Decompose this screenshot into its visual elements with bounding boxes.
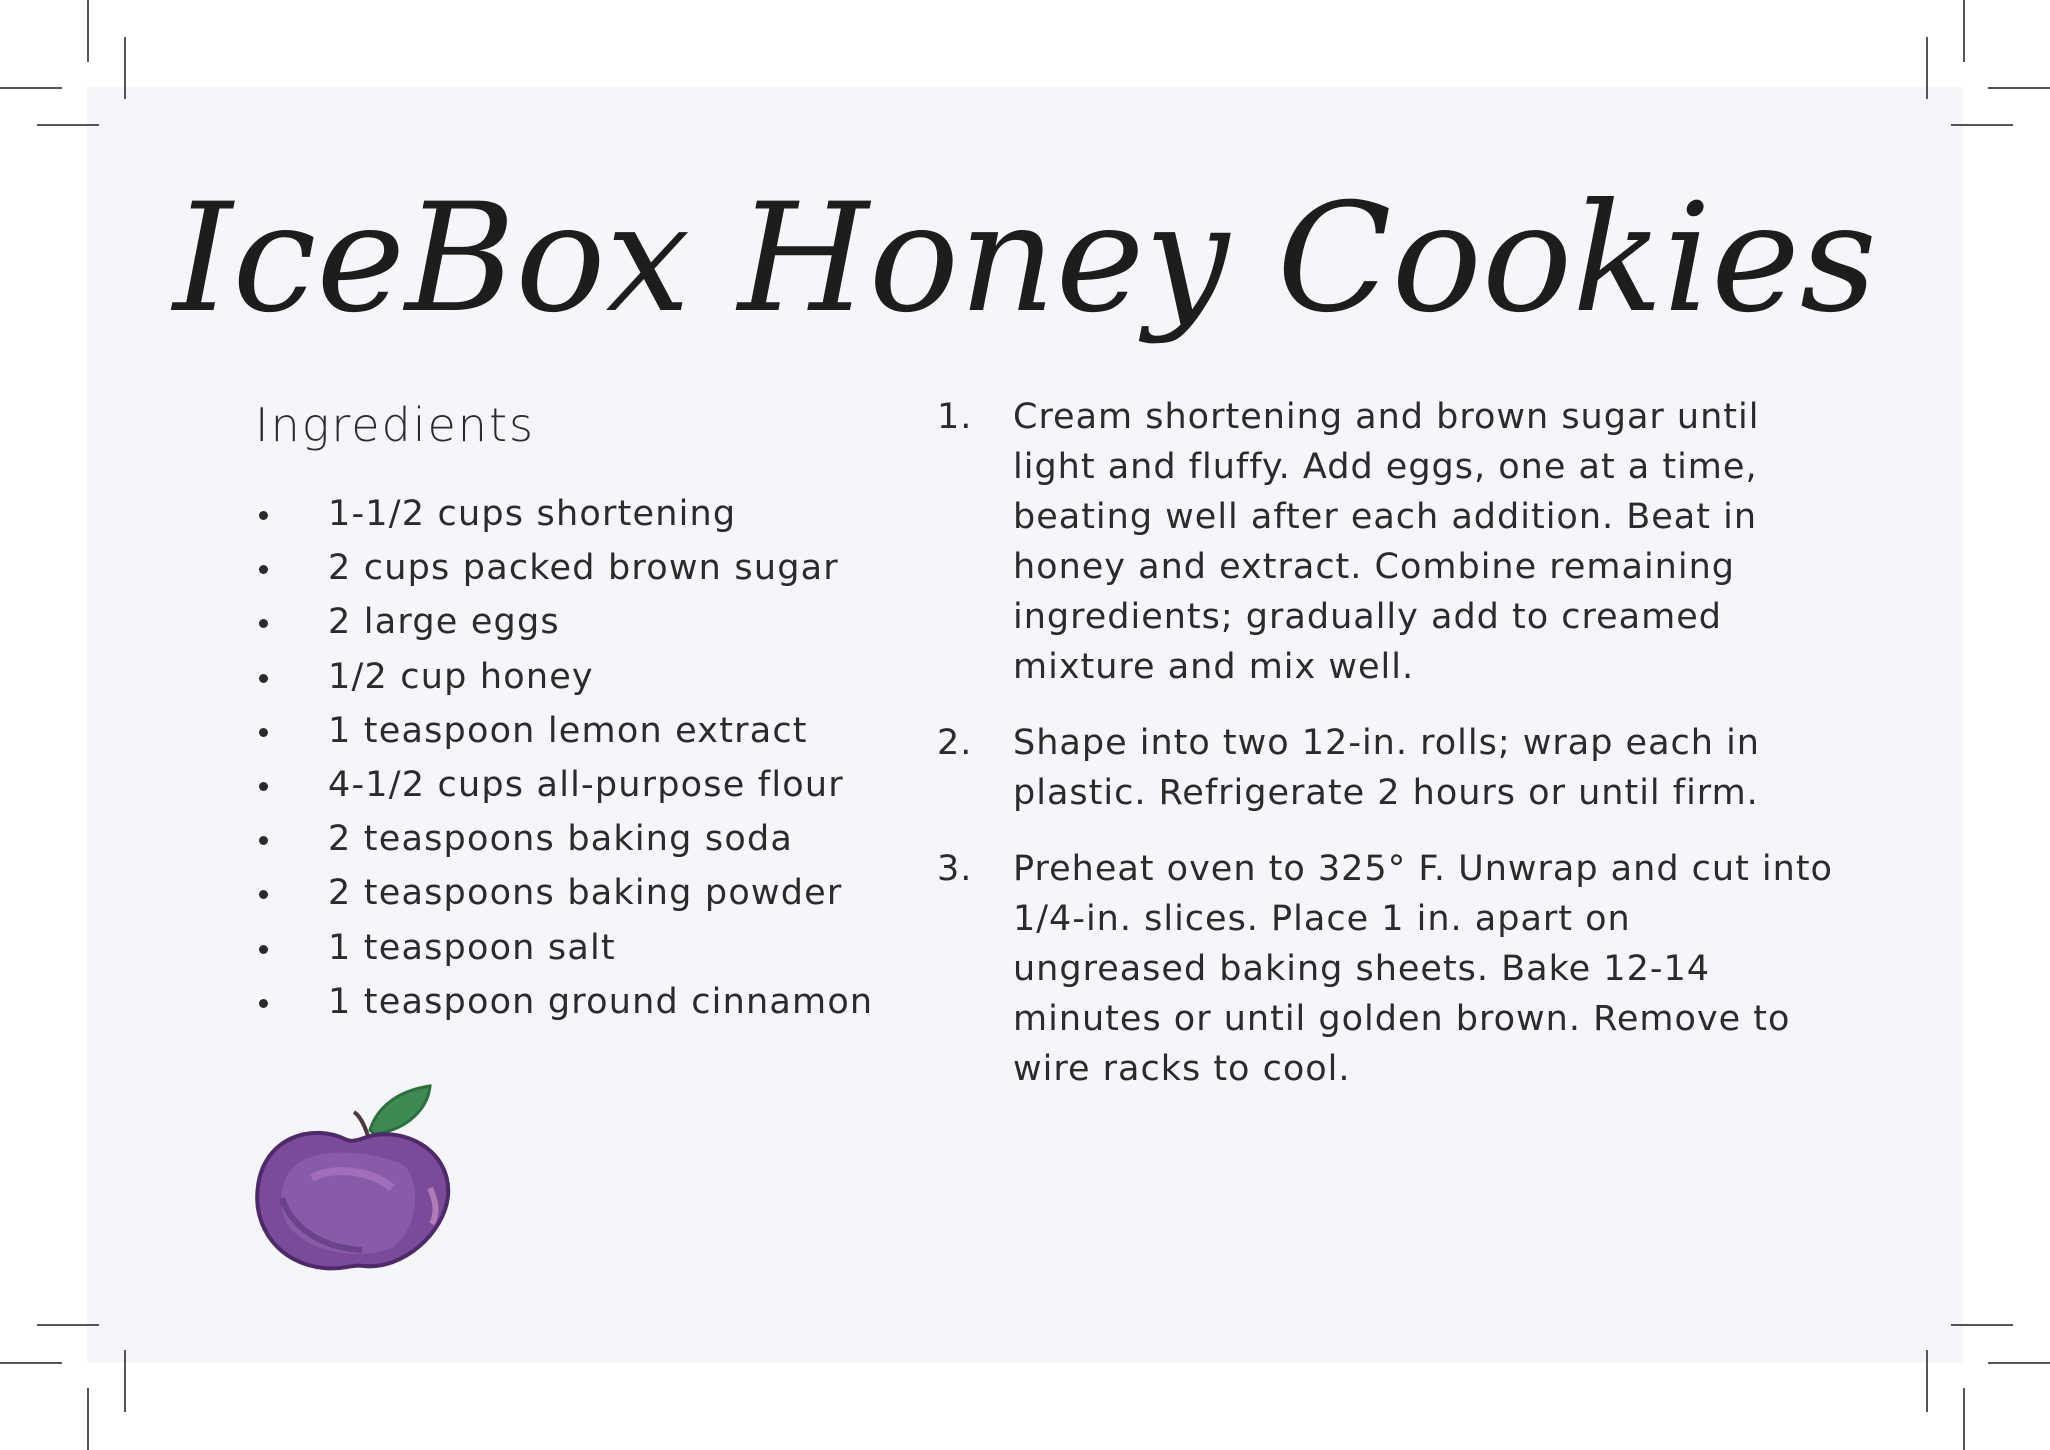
recipe-title [0,150,2050,410]
bullet-icon [259,565,268,574]
crop-mark [0,87,62,89]
crop-mark [37,124,99,126]
step-number: 3. [937,849,973,889]
direction-step [937,844,1837,1094]
bullet-icon [259,782,268,791]
ingredient-text: 1 teaspoon salt [328,927,616,968]
bullet-icon [259,945,268,954]
step-number: 1. [937,397,973,437]
crop-mark [1963,1388,1965,1450]
list-item [255,758,873,812]
list-item [255,487,873,541]
list-item [255,975,873,1029]
ingredient-text: 2 teaspoons baking soda [328,819,794,860]
direction-step [937,392,1837,692]
crop-mark [87,1388,89,1450]
direction-step [937,718,1837,818]
crop-mark [1951,124,2013,126]
step-text: Preheat oven to 325° F. Unwrap and cut into 1/4-in. slices. Place 1 in. apart on ungreased baking sheets. Bake 12-14 minutes or until golden brown. Remove to wire racks to cool. [1013,849,1833,1089]
list-item [255,595,873,649]
crop-mark [0,1362,62,1364]
ingredients-list [255,487,873,1029]
crop-mark [124,1350,126,1412]
crop-mark [1988,87,2050,89]
bullet-icon [259,836,268,845]
ingredient-text: 1 teaspoon lemon extract [328,710,808,751]
bullet-icon [259,890,268,899]
apple-icon [252,1078,452,1273]
crop-mark [124,37,126,99]
ingredient-text: 1-1/2 cups shortening [328,494,737,534]
crop-mark [1988,1362,2050,1364]
recipe-title-text: IceBox Honey Cookies [173,172,1877,346]
list-item [255,650,873,704]
directions-list [937,392,1837,1120]
bullet-icon [259,511,268,520]
step-text: Cream shortening and brown sugar until light and fluffy. Add eggs, one at a time, beating well after each addition. Beat in honey and extract. Combine remaining ingredients; gradually add to creamed mixture and mix well. [1013,397,1760,687]
list-item [255,921,873,975]
crop-mark [87,0,89,62]
bullet-icon [259,674,268,683]
list-item [255,704,873,758]
step-text: Shape into two 12-in. rolls; wrap each in plastic. Refrigerate 2 hours or until firm. [1013,723,1760,813]
ingredient-text: 4-1/2 cups all-purpose flour [328,764,844,805]
ingredient-text: 2 teaspoons baking powder [328,873,843,914]
crop-mark [1951,1324,2013,1326]
ingredients-heading: Ingredients [255,398,535,452]
ingredient-text: 2 large eggs [328,602,560,643]
bullet-icon [259,728,268,737]
crop-mark [1963,0,1965,62]
bullet-icon [259,999,268,1008]
ingredient-text: 1/2 cup honey [328,656,594,697]
bullet-icon [259,619,268,628]
list-item [255,812,873,866]
crop-mark [1926,1350,1928,1412]
ingredient-text: 1 teaspoon ground cinnamon [328,981,874,1022]
ingredient-text: 2 cups packed brown sugar [328,548,839,589]
step-number: 2. [937,723,973,763]
crop-mark [1926,37,1928,99]
list-item [255,541,873,595]
crop-mark [37,1324,99,1326]
list-item [255,866,873,920]
